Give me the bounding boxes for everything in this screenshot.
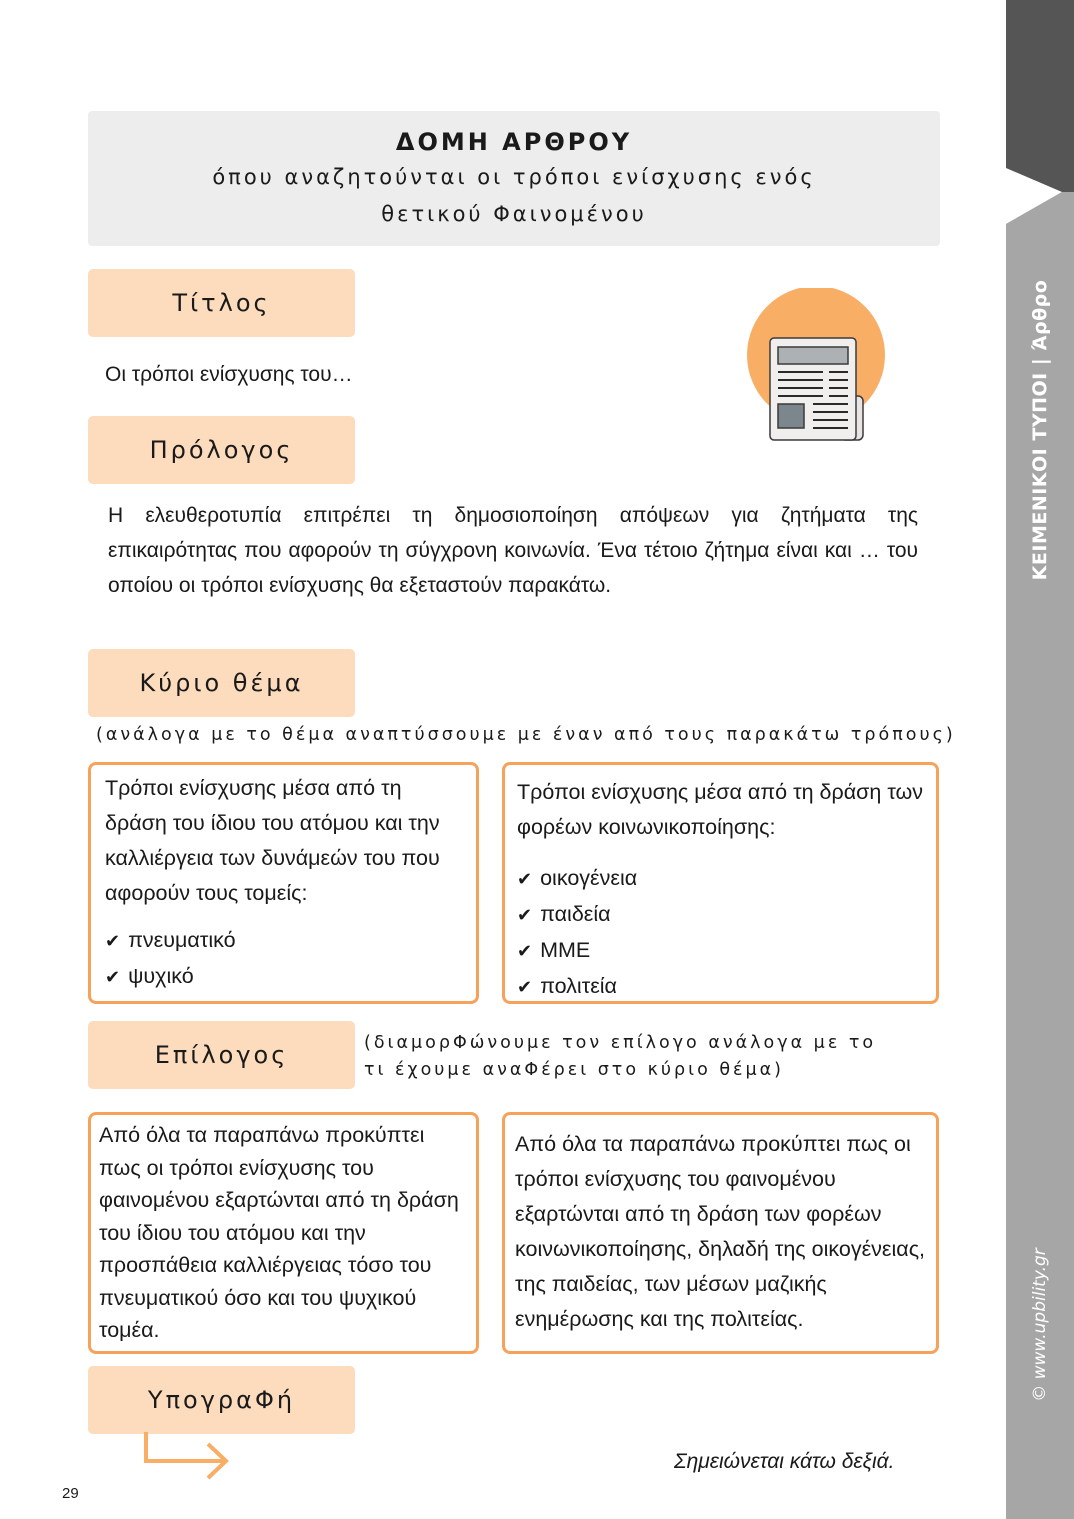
page-subtitle-line1: όπου αναζητούνται οι τρόποι ενίσχυσης ενός bbox=[212, 165, 816, 189]
main-instruction-note: (ανάλογα με το θέμα αναπτύσσουμε με έναν από τους παρακάτω τρόπους) bbox=[96, 725, 956, 745]
newspaper-icon bbox=[747, 288, 887, 448]
main-box-individual bbox=[88, 762, 479, 1004]
sidebar-dark-band bbox=[1006, 0, 1074, 192]
main-box-individual-list bbox=[105, 923, 464, 995]
epilogue-box-individual bbox=[88, 1112, 479, 1354]
main-box-individual-text: Τρόποι ενίσχυσης μέσα από τη δράση του ίδιου του ατόμου και την καλλιέργεια των δυνάμεών του που αφορούν τους τομείς: bbox=[105, 776, 440, 905]
prologue-text: Η ελευθεροτυπία επιτρέπει τη δημοσιοποίηση απόψεων για ζητήματα της επικαιρότητας που αφορούν τη σύγχρονη κοινωνία. Ένα τέτοιο ζήτημα είναι και … του οποίου οι τρόποι ενίσχυσης θα εξεταστούν παρακάτω. bbox=[108, 504, 918, 597]
page-number: 29 bbox=[62, 1485, 79, 1502]
title-example-text: Οι τρόποι ενίσχυσης του… bbox=[105, 363, 353, 386]
list-item: ✔ οικογένεια bbox=[517, 861, 924, 897]
sidebar-section-label: ΚΕΙΜΕΝΙΚΟΙ ΤΥΠΟΙ | Άρθρο bbox=[1029, 279, 1051, 581]
sidebar-notch bbox=[1006, 168, 1074, 228]
main-box-agencies bbox=[502, 762, 939, 1004]
list-item: ✔ πνευματικό bbox=[105, 923, 464, 959]
epilogue-box-agencies bbox=[502, 1112, 939, 1354]
section-tag-main: Κύριο θέμα bbox=[88, 649, 355, 717]
section-tag-prologue: Πρόλογος bbox=[88, 416, 355, 484]
page-title: ΔΟΜΗ ΑΡΘΡΟΥ bbox=[395, 128, 633, 156]
signature-note: Σημειώνεται κάτω δεξιά. bbox=[674, 1450, 895, 1473]
section-tag-epilogue: Επίλογος bbox=[88, 1021, 355, 1089]
epilogue-instruction-note: (διαμορΦώνουμε τον επίλογο ανάλογα με το τι έχουμε αναΦέρει στο κύριο θέμα) bbox=[364, 1033, 877, 1080]
list-item: ✔ ΜΜΕ bbox=[517, 933, 924, 969]
main-box-agencies-list bbox=[517, 861, 924, 1005]
main-box-agencies-text: Τρόποι ενίσχυσης μέσα από τη δράση των φορέων κοινωνικοποίησης: bbox=[517, 780, 924, 839]
list-item: ✔ πολιτεία bbox=[517, 969, 924, 1005]
list-item: ✔ παιδεία bbox=[517, 897, 924, 933]
section-tag-signature: ΥπογραΦή bbox=[88, 1366, 355, 1434]
epilogue-box-individual-text: Από όλα τα παραπάνω προκύπτει πως οι τρόποι ενίσχυσης του φαινομένου εξαρτώνται από τη δράση του ίδιου του ατόμου και την προσπάθεια καλλιέργειας τόσο του πνευματικού όσο και του ψυχικού τομέα. bbox=[99, 1123, 459, 1342]
section-tag-title: Τίτλος bbox=[88, 269, 355, 337]
epilogue-box-agencies-text: Από όλα τα παραπάνω προκύπτει πως οι τρόποι ενίσχυσης του φαινομένου εξαρτώνται από τη δράση των φορέων κοινωνικοποίησης, δηλαδή της οικογένειας, της παιδείας, των μέσων μαζικής ενημέρωσης και της πολιτείας. bbox=[515, 1132, 926, 1331]
page-header bbox=[88, 111, 940, 246]
arrow-right-icon bbox=[140, 1432, 232, 1482]
list-item: ✔ ψυχικό bbox=[105, 959, 464, 995]
sidebar-copyright: © www.upbility.gr bbox=[1030, 1248, 1050, 1402]
page-subtitle-line2: θετικού Φαινομένου bbox=[381, 202, 647, 226]
